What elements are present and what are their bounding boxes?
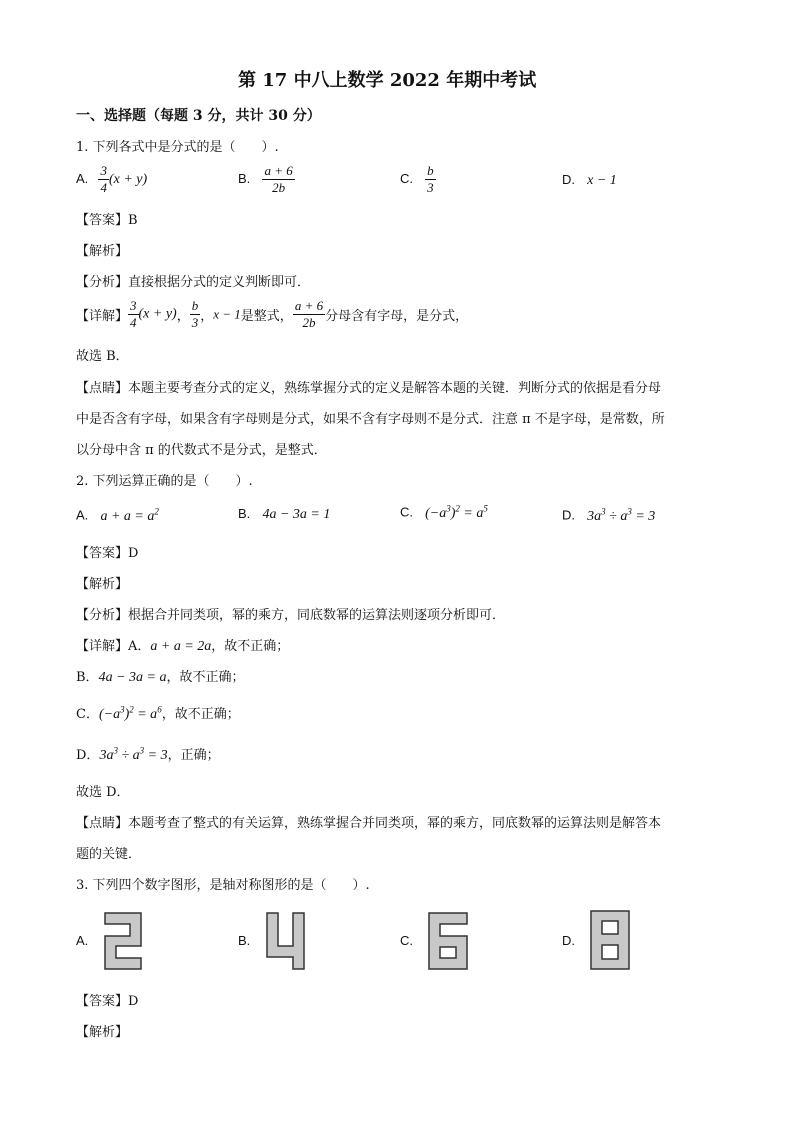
- q2-detail-b: [76, 666, 244, 686]
- denominator: 4: [100, 180, 107, 195]
- fraction: [190, 298, 201, 331]
- numerator: a + 6: [264, 163, 293, 178]
- expression: 4a − 3a = a: [98, 670, 167, 685]
- numerator: b: [427, 163, 434, 178]
- question-2-stem: 2. 下列运算正确的是（ ）.: [76, 474, 253, 489]
- q1-choose: 故选 B．: [76, 349, 129, 364]
- expression-tail: (x + y): [138, 306, 177, 322]
- expression-tail: (x + y): [108, 172, 148, 187]
- option-label: D.: [562, 507, 575, 523]
- separator: ，: [200, 309, 214, 324]
- denominator: 3: [191, 315, 199, 330]
- detail-text: ，故不正确；: [166, 670, 245, 685]
- q2-comment-line-1: 【点睛】本题考查了整式的有关运算，熟练掌握合并同类项，幂的乘方，同底数幂的运算法则是解答本: [76, 816, 662, 831]
- option-label: C.: [400, 504, 413, 520]
- expression: a + a = 2a: [150, 639, 212, 654]
- q1-option-d: [562, 172, 617, 189]
- q2-answer: 【答案】D: [76, 546, 139, 561]
- detail-heading: 【详解】: [76, 309, 129, 324]
- q2-detail-a: [76, 635, 289, 655]
- q1-comment-line-2: 中是否含有字母，如果含有字母则是分式，如果不含有字母则不是分式．注意 π 不是字母，是常数，所: [76, 412, 665, 427]
- q1-analysis: 【分析】直接根据分式的定义判断即可．: [76, 275, 311, 290]
- q1-answer: 【答案】B: [76, 213, 138, 228]
- denominator: 2b: [302, 315, 316, 330]
- digit-4-figure: [266, 912, 306, 970]
- q3-option-b-label: B.: [238, 933, 251, 948]
- expression: $(-a^3)^2 = a^5$: [425, 503, 488, 521]
- q2-option-d: [562, 506, 655, 525]
- section-heading: 一、选择题（每题 3 分，共计 30 分）: [76, 108, 321, 124]
- q1-detail: [76, 298, 468, 331]
- q3-option-d-label: D.: [562, 933, 575, 948]
- q1-comment-line-1: 【点睛】本题主要考查分式的定义，熟练掌握分式的定义是解答本题的关键．判断分式的依据是看分母: [76, 381, 662, 396]
- fraction: [293, 298, 325, 331]
- fraction: [98, 163, 109, 196]
- detail-text: ，故不正确；: [161, 707, 240, 722]
- digit-6-figure: [428, 912, 468, 970]
- question-3-stem: 3. 下列四个数字图形，是轴对称图形的是（ ）.: [76, 878, 370, 893]
- numerator: a + 6: [294, 298, 324, 313]
- denominator: 4: [130, 315, 137, 330]
- q2-detail-c: [76, 703, 240, 723]
- question-1-stem: 1. 下列各式中是分式的是（ ）.: [76, 140, 279, 155]
- numerator: 3: [130, 298, 137, 313]
- q3-option-c-label: C.: [400, 933, 413, 948]
- q2-option-b: [238, 506, 330, 523]
- expression: $3a^3 \div a^3 = 3$: [587, 506, 656, 524]
- numerator: 3: [100, 163, 107, 178]
- detail-heading: 【详解】A．: [76, 639, 151, 654]
- q2-analysis: 【分析】根据合并同类项，幂的乘方，同底数幂的运算法则逐项分析即可．: [76, 608, 506, 623]
- numerator: b: [191, 298, 199, 313]
- option-label: D.: [562, 172, 575, 187]
- detail-text: ，正确；: [167, 748, 220, 763]
- detail-text: 分母含有字母，是分式，: [325, 309, 469, 324]
- q1-analysis-heading: 【解析】: [76, 244, 129, 259]
- expression: x − 1: [213, 306, 241, 322]
- denominator: 3: [427, 180, 434, 195]
- detail-heading: D．: [76, 748, 100, 763]
- q1-option-c: [400, 163, 436, 196]
- q2-detail-d: [76, 744, 220, 764]
- page-title: 第 17 中八上数学 2022 年期中考试: [238, 70, 537, 91]
- expression: x − 1: [587, 173, 617, 188]
- option-label: A.: [76, 507, 89, 523]
- detail-text: 是整式，: [240, 309, 293, 324]
- expression: $3a^3 \div a^3 = 3$: [99, 745, 168, 763]
- q1-option-a: [76, 163, 147, 196]
- expression: $(-a^3)^2 = a^6$: [98, 704, 162, 722]
- detail-heading: B．: [76, 670, 99, 685]
- fraction: [262, 163, 294, 196]
- detail-text: ，故不正确；: [211, 639, 290, 654]
- q3-analysis-heading: 【解析】: [76, 1025, 129, 1040]
- fraction: [425, 163, 436, 196]
- q2-analysis-heading: 【解析】: [76, 577, 129, 592]
- q3-option-a-label: A.: [76, 933, 89, 948]
- q2-option-a: [76, 506, 159, 525]
- option-label: B.: [238, 171, 251, 186]
- fraction: [128, 298, 139, 331]
- detail-heading: C．: [76, 707, 99, 722]
- denominator: 2b: [272, 180, 286, 195]
- digit-8-figure: [590, 910, 630, 970]
- option-label: C.: [400, 171, 413, 186]
- q1-comment-line-3: 以分母中含 π 的代数式不是分式，是整式．: [76, 443, 327, 458]
- expression: 4a − 3a = 1: [262, 507, 331, 522]
- q2-choose: 故选 D．: [76, 785, 130, 800]
- q1-option-b: [238, 163, 295, 196]
- option-label: B.: [238, 506, 251, 521]
- digit-2-figure: [104, 912, 142, 970]
- q3-answer: 【答案】D: [76, 994, 139, 1009]
- q2-option-c: [400, 503, 488, 522]
- option-label: A.: [76, 171, 89, 186]
- separator: ，: [176, 309, 190, 324]
- q2-comment-line-2: 题的关键．: [76, 847, 142, 862]
- expression: $a + a = a^2$: [100, 506, 159, 524]
